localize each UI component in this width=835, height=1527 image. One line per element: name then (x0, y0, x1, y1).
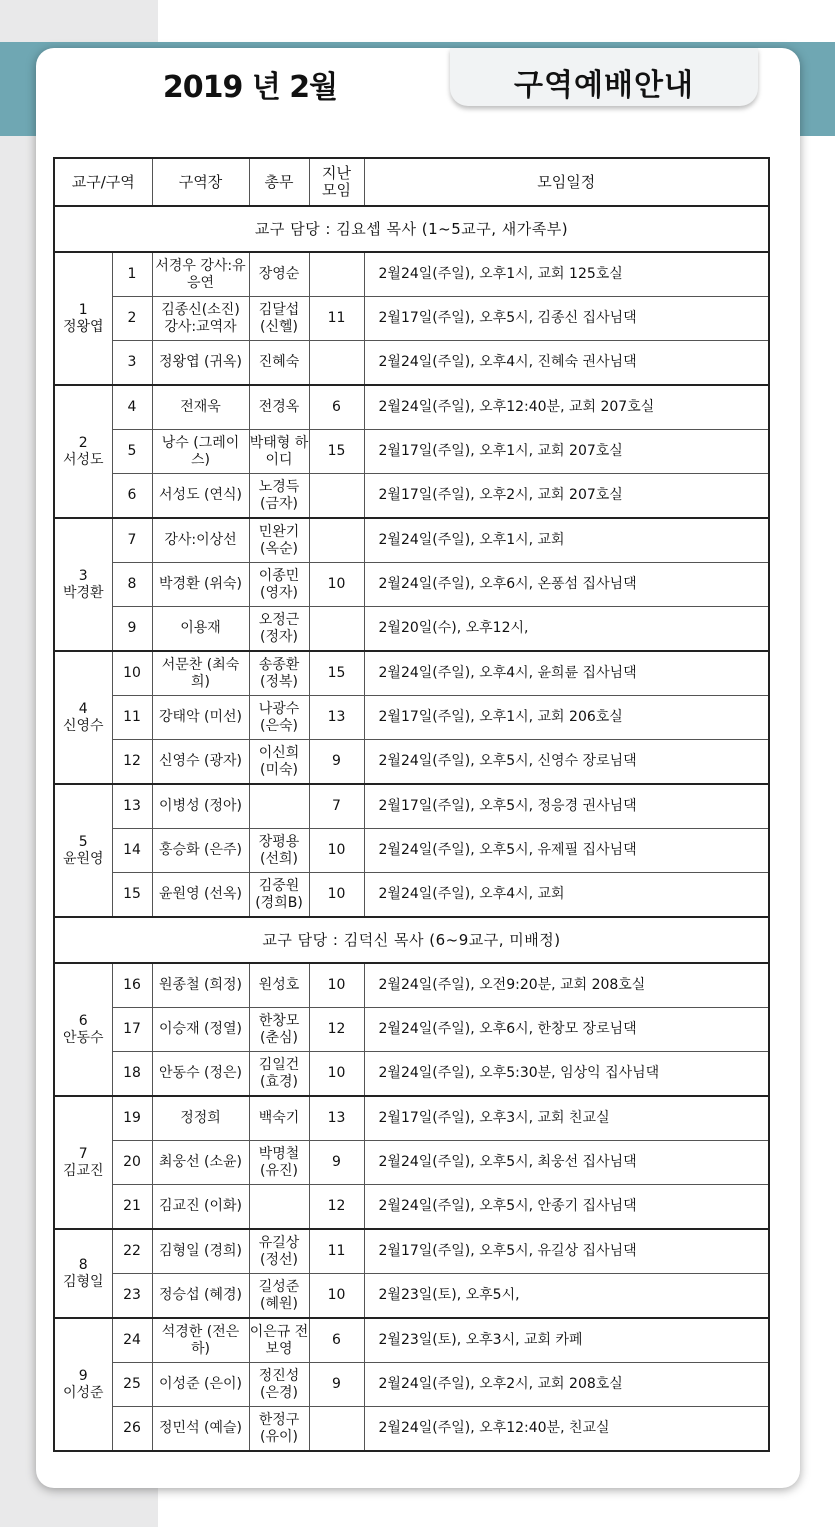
zone-leader: 최웅선 (소윤) (152, 1141, 249, 1185)
banner-text: 교구 담당 : 김요셉 목사 (1~5교구, 새가족부) (54, 206, 769, 252)
meeting-schedule: 2월17일(주일), 오후1시, 교회 206호실 (364, 696, 769, 740)
zone-leader: 정왕엽 (귀옥) (152, 341, 249, 386)
zone-secretary: 박명철 (유진) (249, 1141, 309, 1185)
zone-number: 6 (112, 474, 152, 519)
meeting-schedule: 2월17일(주일), 오후2시, 교회 207호실 (364, 474, 769, 519)
zone-secretary: 유길상 (정선) (249, 1229, 309, 1274)
zone-secretary: 한정구 (유이) (249, 1407, 309, 1452)
last-meeting-count: 9 (309, 1363, 364, 1407)
zone-leader: 김교진 (이화) (152, 1185, 249, 1230)
zone-secretary: 한창모 (춘심) (249, 1008, 309, 1052)
district-name: 이성준 (62, 1384, 104, 1401)
district-name: 윤원영 (62, 850, 104, 867)
table-row (54, 1008, 769, 1052)
last-meeting-count: 10 (309, 563, 364, 607)
zone-leader: 김종신(소진) 강사:교역자 (152, 297, 249, 341)
district-name: 정왕엽 (62, 318, 104, 335)
zone-secretary: 박태형 하이디 (249, 430, 309, 474)
meeting-schedule: 2월24일(주일), 오후6시, 온퐁섬 집사님댁 (364, 563, 769, 607)
meeting-schedule: 2월24일(주일), 오후4시, 교회 (364, 873, 769, 918)
table-row (54, 252, 769, 297)
last-meeting-count (309, 252, 364, 297)
meeting-schedule: 2월24일(주일), 오후12:40분, 친교실 (364, 1407, 769, 1452)
zone-leader: 강태악 (미선) (152, 696, 249, 740)
zone-secretary (249, 1185, 309, 1230)
zone-number: 4 (112, 385, 152, 430)
table-row (54, 341, 769, 386)
district-number: 6 (78, 1012, 88, 1029)
last-meeting-count: 10 (309, 829, 364, 873)
district-number: 9 (78, 1367, 88, 1384)
zone-number: 15 (112, 873, 152, 918)
zone-number: 1 (112, 252, 152, 297)
last-meeting-count: 9 (309, 740, 364, 785)
last-meeting-count: 12 (309, 1008, 364, 1052)
meeting-schedule: 2월17일(주일), 오후5시, 정응경 권사님댁 (364, 784, 769, 829)
last-meeting-count: 7 (309, 784, 364, 829)
zone-leader: 낭수 (그레이스) (152, 430, 249, 474)
col-header-leader: 구역장 (152, 158, 249, 206)
zone-number: 8 (112, 563, 152, 607)
zone-number: 17 (112, 1008, 152, 1052)
zone-secretary: 김달섭 (신헬) (249, 297, 309, 341)
table-row (54, 474, 769, 519)
district-name: 서성도 (62, 451, 104, 468)
table-row (54, 518, 769, 563)
district-cell (54, 518, 112, 651)
zone-secretary: 백숙기 (249, 1096, 309, 1141)
last-meeting-count: 6 (309, 385, 364, 430)
zone-secretary: 진혜숙 (249, 341, 309, 386)
last-meeting-count: 13 (309, 1096, 364, 1141)
col-header-last-meeting: 지난 모임 (309, 158, 364, 206)
zone-leader: 석경한 (전은하) (152, 1318, 249, 1363)
zone-leader: 원종철 (희정) (152, 963, 249, 1008)
district-name: 김형일 (62, 1273, 104, 1290)
table-row (54, 696, 769, 740)
meeting-schedule: 2월24일(주일), 오후5시, 신영수 장로님댁 (364, 740, 769, 785)
district-number: 2 (78, 434, 88, 451)
meeting-schedule: 2월17일(주일), 오후5시, 김종신 집사님댁 (364, 297, 769, 341)
district-cell (54, 651, 112, 784)
zone-leader: 김형일 (경희) (152, 1229, 249, 1274)
zone-number: 18 (112, 1052, 152, 1097)
district-name: 박경환 (62, 584, 104, 601)
meeting-schedule: 2월24일(주일), 오후6시, 한창모 장로님댁 (364, 1008, 769, 1052)
zone-leader: 신영수 (광자) (152, 740, 249, 785)
header-row (54, 158, 769, 206)
district-cell (54, 252, 112, 385)
zone-number: 23 (112, 1274, 152, 1319)
district-number: 4 (78, 700, 88, 717)
last-meeting-count (309, 518, 364, 563)
district-number: 5 (78, 833, 88, 850)
zone-number: 3 (112, 341, 152, 386)
zone-leader: 홍승화 (은주) (152, 829, 249, 873)
zone-leader: 전재욱 (152, 385, 249, 430)
table-row (54, 607, 769, 652)
zone-number: 20 (112, 1141, 152, 1185)
last-meeting-count (309, 607, 364, 652)
zone-number: 16 (112, 963, 152, 1008)
table-row (54, 784, 769, 829)
meeting-schedule: 2월23일(토), 오후3시, 교회 카페 (364, 1318, 769, 1363)
zone-leader: 박경환 (위숙) (152, 563, 249, 607)
zone-secretary: 김일건 (효경) (249, 1052, 309, 1097)
zone-number: 24 (112, 1318, 152, 1363)
table-row (54, 1363, 769, 1407)
zone-secretary: 정진성 (은경) (249, 1363, 309, 1407)
meeting-schedule: 2월17일(주일), 오후3시, 교회 친교실 (364, 1096, 769, 1141)
zone-secretary: 송종환 (정복) (249, 651, 309, 696)
last-meeting-count: 15 (309, 651, 364, 696)
zone-number: 2 (112, 297, 152, 341)
table-row (54, 297, 769, 341)
zone-leader: 서문찬 (최숙희) (152, 651, 249, 696)
zone-number: 21 (112, 1185, 152, 1230)
last-meeting-count: 10 (309, 1274, 364, 1319)
table-row (54, 430, 769, 474)
zone-secretary: 장평용 (선희) (249, 829, 309, 873)
meeting-schedule: 2월24일(주일), 오후2시, 교회 208호실 (364, 1363, 769, 1407)
zone-leader: 이성준 (은이) (152, 1363, 249, 1407)
table-row (54, 651, 769, 696)
last-meeting-count (309, 341, 364, 386)
table-row (54, 1096, 769, 1141)
title-tab (450, 48, 758, 106)
meeting-schedule: 2월24일(주일), 오후1시, 교회 125호실 (364, 252, 769, 297)
zone-leader: 정승섭 (혜경) (152, 1274, 249, 1319)
zone-secretary: 오정근 (정자) (249, 607, 309, 652)
col-header-deacon: 총무 (249, 158, 309, 206)
zone-secretary: 이은규 전보영 (249, 1318, 309, 1363)
zone-leader: 정정희 (152, 1096, 249, 1141)
zone-number: 12 (112, 740, 152, 785)
zone-secretary: 장영순 (249, 252, 309, 297)
last-meeting-count: 6 (309, 1318, 364, 1363)
last-meeting-count (309, 474, 364, 519)
zone-leader: 이용재 (152, 607, 249, 652)
district-cell (54, 1229, 112, 1318)
district-name: 신영수 (62, 717, 104, 734)
zone-secretary (249, 784, 309, 829)
zone-number: 13 (112, 784, 152, 829)
district-name: 김교진 (62, 1162, 104, 1179)
district-number: 8 (78, 1256, 88, 1273)
meeting-schedule: 2월20일(수), 오후12시, (364, 607, 769, 652)
table-row (54, 873, 769, 918)
tab-title: 구역예배안내 (514, 68, 694, 103)
table-row (54, 1229, 769, 1274)
zone-leader: 안동수 (정은) (152, 1052, 249, 1097)
district-cell (54, 784, 112, 917)
district-number: 1 (78, 301, 88, 318)
meeting-schedule: 2월17일(주일), 오후5시, 유길상 집사님댁 (364, 1229, 769, 1274)
schedule-body (54, 206, 769, 1451)
district-name: 안동수 (62, 1029, 104, 1046)
zone-secretary: 전경옥 (249, 385, 309, 430)
table-row (54, 1052, 769, 1097)
meeting-schedule: 2월24일(주일), 오후4시, 진혜숙 권사님댁 (364, 341, 769, 386)
table-row (54, 1318, 769, 1363)
meeting-schedule: 2월24일(주일), 오후5:30분, 임상익 집사님댁 (364, 1052, 769, 1097)
zone-leader: 정민석 (예슬) (152, 1407, 249, 1452)
district-cell (54, 1318, 112, 1451)
zone-leader: 윤원영 (선옥) (152, 873, 249, 918)
zone-leader: 서경우 강사:유응연 (152, 252, 249, 297)
last-meeting-count: 12 (309, 1185, 364, 1230)
meeting-schedule: 2월24일(주일), 오후1시, 교회 (364, 518, 769, 563)
meeting-schedule: 2월17일(주일), 오후1시, 교회 207호실 (364, 430, 769, 474)
district-cell (54, 1096, 112, 1229)
district-number: 7 (78, 1145, 88, 1162)
meeting-schedule: 2월24일(주일), 오후5시, 안종기 집사님댁 (364, 1185, 769, 1230)
table-row (54, 1274, 769, 1319)
col-header-schedule: 모임일정 (364, 158, 769, 206)
zone-secretary: 길성준 (혜원) (249, 1274, 309, 1319)
district-cell (54, 963, 112, 1096)
zone-leader: 이승재 (정열) (152, 1008, 249, 1052)
zone-leader: 서성도 (연식) (152, 474, 249, 519)
zone-number: 5 (112, 430, 152, 474)
zone-number: 14 (112, 829, 152, 873)
zone-number: 7 (112, 518, 152, 563)
last-meeting-count: 15 (309, 430, 364, 474)
zone-secretary: 민완기 (옥순) (249, 518, 309, 563)
zone-number: 11 (112, 696, 152, 740)
district-number: 3 (78, 567, 88, 584)
meeting-schedule: 2월24일(주일), 오후4시, 윤희륜 집사님댁 (364, 651, 769, 696)
district-cell (54, 385, 112, 518)
zone-secretary: 나광수 (은숙) (249, 696, 309, 740)
banner-text: 교구 담당 : 김덕신 목사 (6~9교구, 미배정) (54, 917, 769, 963)
table-row (54, 563, 769, 607)
table-row (54, 963, 769, 1008)
zone-number: 10 (112, 651, 152, 696)
table-row (54, 740, 769, 785)
last-meeting-count: 11 (309, 1229, 364, 1274)
date-title: 2019 년 2월 (162, 70, 338, 105)
table-row (54, 829, 769, 873)
table-row (54, 1407, 769, 1452)
zone-number: 19 (112, 1096, 152, 1141)
table-row (54, 1141, 769, 1185)
meeting-schedule: 2월24일(주일), 오후5시, 최웅선 집사님댁 (364, 1141, 769, 1185)
last-meeting-count: 9 (309, 1141, 364, 1185)
zone-secretary: 노경득 (금자) (249, 474, 309, 519)
zone-secretary: 김중원 (경희B) (249, 873, 309, 918)
last-meeting-count: 10 (309, 1052, 364, 1097)
schedule-table (53, 157, 770, 1452)
zone-number: 22 (112, 1229, 152, 1274)
last-meeting-count: 13 (309, 696, 364, 740)
meeting-schedule: 2월24일(주일), 오전9:20분, 교회 208호실 (364, 963, 769, 1008)
col-header-district: 교구/구역 (54, 158, 152, 206)
table-row (54, 1185, 769, 1230)
district-pastor-banner (54, 917, 769, 963)
zone-leader: 강사:이상선 (152, 518, 249, 563)
zone-number: 26 (112, 1407, 152, 1452)
last-meeting-count (309, 1407, 364, 1452)
zone-number: 9 (112, 607, 152, 652)
meeting-schedule: 2월24일(주일), 오후5시, 유제필 집사님댁 (364, 829, 769, 873)
last-meeting-count: 10 (309, 873, 364, 918)
zone-secretary: 이종민 (영자) (249, 563, 309, 607)
table-row (54, 385, 769, 430)
district-pastor-banner (54, 206, 769, 252)
zone-secretary: 이신희 (미숙) (249, 740, 309, 785)
meeting-schedule: 2월24일(주일), 오후12:40분, 교회 207호실 (364, 385, 769, 430)
meeting-schedule: 2월23일(토), 오후5시, (364, 1274, 769, 1319)
zone-number: 25 (112, 1363, 152, 1407)
zone-leader: 이병성 (정아) (152, 784, 249, 829)
zone-secretary: 원성호 (249, 963, 309, 1008)
last-meeting-count: 10 (309, 963, 364, 1008)
last-meeting-count: 11 (309, 297, 364, 341)
